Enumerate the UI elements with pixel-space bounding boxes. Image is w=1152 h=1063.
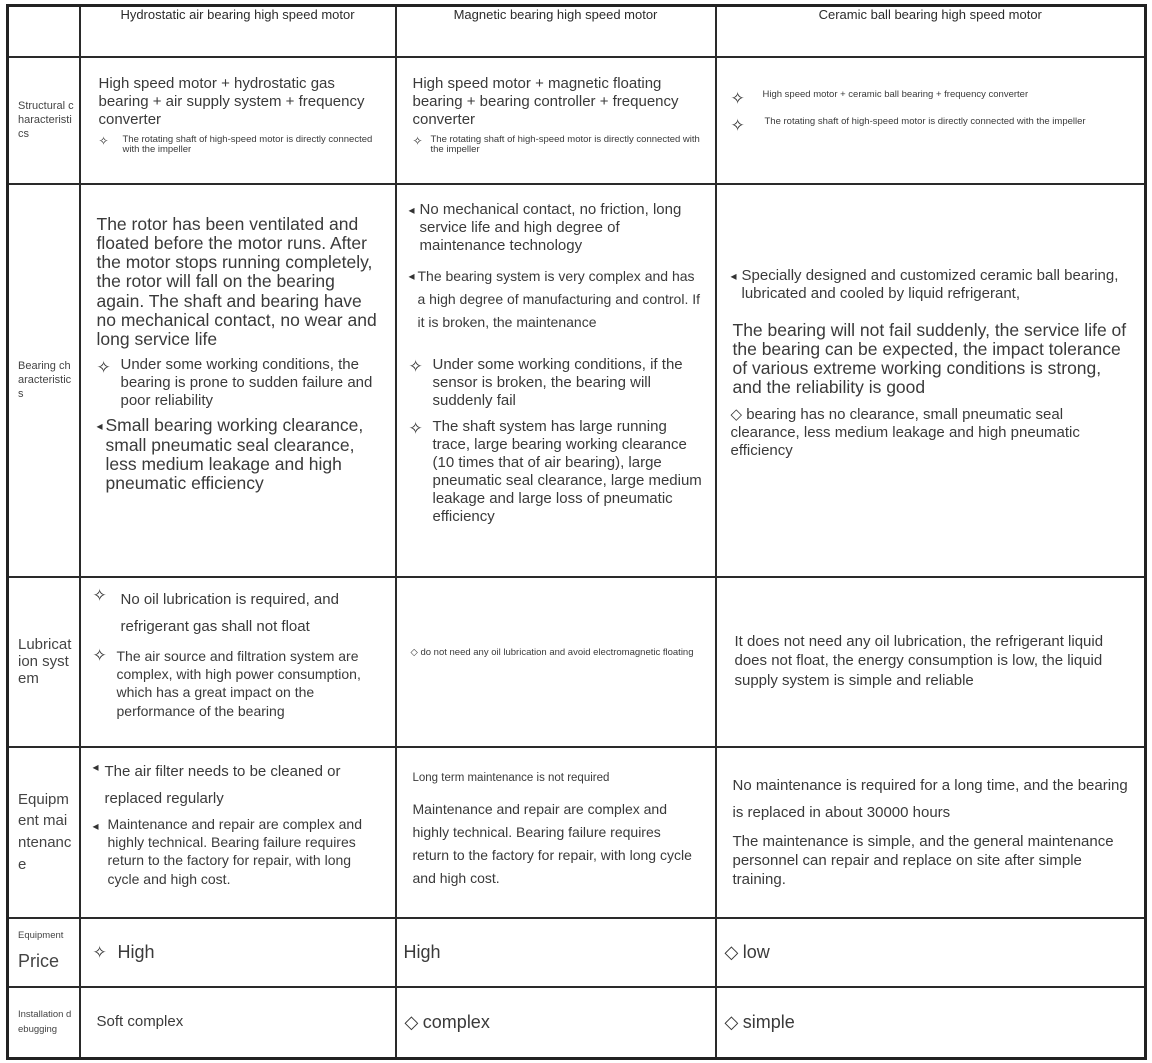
install-value: simple [742, 1011, 795, 1032]
row-price [8, 918, 1146, 987]
bullet-text: The shaft system has large running trace, large bearing working clearance (10 times that of air bearing), large pneumatic seal clearance, large medium leakage and large loss of pneumatic efficiency [432, 417, 702, 525]
speaker-icon: ◂ [96, 419, 103, 434]
cell-text: The bearing will not fail suddenly, the service life of the bearing can be expected, the impact tolerance of various extreme working conditions is strong, and the reliability is good [732, 319, 1127, 398]
bullet-text: Maintenance and repair are complex and highly technical. Bearing failure requires return to the factory for repair, with long cycle and high cost. [107, 816, 362, 887]
bullet-item [97, 356, 381, 410]
bullet-text: No oil lubrication is required, and refrigerant gas shall not float [120, 590, 339, 636]
row-bearing [8, 184, 1146, 577]
cell-structural-ceramic [716, 57, 1146, 184]
col-header-hydrostatic: Hydrostatic air bearing high speed motor [80, 6, 396, 57]
note-bullet [99, 135, 383, 157]
bullet-text-body: bearing has no clearance, small pneumatic seal clearance, less medium leakage and high pneumatic efficiency [730, 405, 1080, 459]
star-icon: ✧ [92, 585, 107, 605]
cell-text: The rotor has been ventilated and floated before the motor runs. After the motor stops running completely, the rotor will fall on the bearing again. The shaft and bearing have no mechanical contact, no wear and long service life [96, 213, 377, 349]
bullet-item [97, 416, 381, 493]
bullet-text: The bearing system is very complex and has a high degree of manufacturing and control. If it is broken, the maintenance [417, 267, 701, 330]
row-label-small: Equipment [18, 929, 64, 941]
row-label-big: Price [18, 950, 60, 971]
bullet-text: Under some working conditions, if the sensor is broken, the bearing will suddenly fail [432, 355, 683, 409]
star-icon: ✧ [92, 942, 107, 962]
diamond-icon: ◇ [730, 405, 743, 423]
star-icon: ✧ [408, 418, 423, 438]
cell-installation-magnetic [396, 987, 716, 1059]
cell-text: It does not need any oil lubrication, the refrigerant liquid does not float, the energy consumption is low, the liquid supply system is simple and reliable [734, 632, 1104, 689]
star-icon: ✧ [92, 646, 107, 665]
star-icon: ✧ [98, 133, 109, 148]
diamond-icon: ◇ [410, 646, 418, 658]
star-icon: ✧ [730, 88, 745, 108]
bullet-item [409, 418, 705, 526]
cell-bearing-ceramic [716, 184, 1146, 577]
row-installation [8, 987, 1146, 1059]
bullet-item [93, 758, 381, 814]
star-icon: ✧ [730, 115, 745, 135]
row-label-text: Equipment maintenance [18, 790, 72, 873]
bullet-text [731, 406, 1131, 460]
price-value: High [117, 941, 155, 962]
bullet-text: Under some working conditions, the bearing is prone to sudden failure and poor reliability [120, 356, 373, 410]
price-value: High [403, 941, 441, 962]
row-lubrication [8, 577, 1146, 747]
row-label-text: Installation debugging [18, 1009, 72, 1036]
star-icon: ✧ [408, 356, 423, 376]
cell-maintenance-hydrostatic [80, 747, 396, 918]
bullet-item [731, 406, 1131, 460]
cell-lubrication-hydrostatic [80, 577, 396, 747]
row-label-structural [8, 57, 80, 184]
cell-text: Maintenance and repair are complex and highly technical. Bearing failure requires return to the factory for repair, with long cycle and high cost. [412, 800, 692, 886]
col-header-ceramic: Ceramic ball bearing high speed motor [716, 6, 1146, 57]
speaker-icon: ◂ [408, 268, 415, 283]
row-label-installation [8, 987, 80, 1059]
row-label-text: Lubrication system [18, 635, 72, 688]
cell-lubrication-ceramic [716, 577, 1146, 747]
bullet-item [731, 117, 1105, 134]
row-maintenance [8, 747, 1146, 918]
bullet-item [93, 647, 381, 720]
bullet-text: Small bearing working clearance, small pneumatic seal clearance, less medium leakage and high pneumatic efficiency [105, 415, 364, 493]
corner-cell [8, 6, 80, 57]
bullet-item [93, 815, 381, 888]
row-label-text: Structural characteristics [18, 99, 74, 141]
cell-text-body: do not need any oil lubrication and avoid electromagnetic floating [420, 646, 694, 658]
comparison-table [6, 4, 1147, 1060]
note-text: The rotating shaft of high-speed motor is directly connected with the impeller [430, 133, 700, 156]
cell-maintenance-ceramic [716, 747, 1146, 918]
cell-text: The maintenance is simple, and the general maintenance personnel can repair and replace on site after simple training. [732, 833, 1114, 888]
bullet-item [81, 942, 395, 963]
bullet-item [409, 201, 705, 255]
bullet-item [409, 265, 705, 334]
cell-lubrication-magnetic [396, 577, 716, 747]
cell-text: High speed motor + hydrostatic gas bearing + air supply system + frequency converter [98, 74, 365, 128]
bullet-item [731, 267, 1131, 303]
row-label-price [8, 918, 80, 987]
bullet-text: High speed motor + ceramic ball bearing + frequency converter [762, 88, 1029, 100]
bullet-item [93, 586, 381, 642]
cell-price-hydrostatic [80, 918, 396, 987]
diamond-icon: ◇ [404, 1011, 419, 1032]
cell-price-ceramic [716, 918, 1146, 987]
cell-text: No maintenance is required for a long time, and the bearing is replaced in about 30000 hours [732, 776, 1128, 822]
cell-text: Long term maintenance is not required [412, 771, 610, 784]
diamond-icon: ◇ [724, 1011, 739, 1032]
cell-installation-ceramic [716, 987, 1146, 1059]
cell-price-magnetic [396, 918, 716, 987]
row-label-text: Bearing characteristics [18, 359, 72, 401]
cell-bearing-hydrostatic [80, 184, 396, 577]
row-label-bearing [8, 184, 80, 577]
cell-text: High speed motor + magnetic floating bearing + bearing controller + frequency converter [412, 74, 679, 128]
header-row [8, 6, 1146, 57]
row-label-maintenance [8, 747, 80, 918]
bullet-text: The air source and filtration system are complex, with high power consumption, which has a great impact on the performance of the bearing [116, 648, 361, 719]
price-value: low [742, 941, 770, 962]
bullet-item [731, 90, 1105, 107]
bullet-text: Specially designed and customized ceramic ball bearing, lubricated and cooled by liquid refrigerant, [741, 266, 1119, 302]
cell-structural-hydrostatic [80, 57, 396, 184]
cell-installation-hydrostatic [80, 987, 396, 1059]
install-value: complex [422, 1011, 490, 1032]
bullet-text: No mechanical contact, no friction, long service life and high degree of maintenance technology [419, 200, 682, 254]
cell-bearing-magnetic [396, 184, 716, 577]
cell-text [411, 648, 695, 659]
bullet-item [409, 356, 705, 410]
note-bullet [413, 135, 703, 157]
speaker-icon: ◂ [92, 819, 99, 833]
cell-maintenance-magnetic [396, 747, 716, 918]
speaker-icon: ◂ [92, 759, 99, 774]
bullet-text: The rotating shaft of high-speed motor is directly connected with the impeller [764, 115, 1086, 127]
bullet-text: The air filter needs to be cleaned or replaced regularly [104, 762, 341, 808]
speaker-icon: ◂ [408, 202, 415, 217]
cell-structural-magnetic [396, 57, 716, 184]
row-label-lubrication [8, 577, 80, 747]
note-text: The rotating shaft of high-speed motor is directly connected with the impeller [122, 133, 373, 156]
star-icon: ✧ [96, 358, 111, 378]
col-header-magnetic: Magnetic bearing high speed motor [396, 6, 716, 57]
install-value: Soft complex [96, 1013, 184, 1031]
speaker-icon: ◂ [730, 268, 737, 283]
diamond-icon: ◇ [724, 941, 739, 962]
row-structural [8, 57, 1146, 184]
star-icon: ✧ [412, 133, 423, 148]
